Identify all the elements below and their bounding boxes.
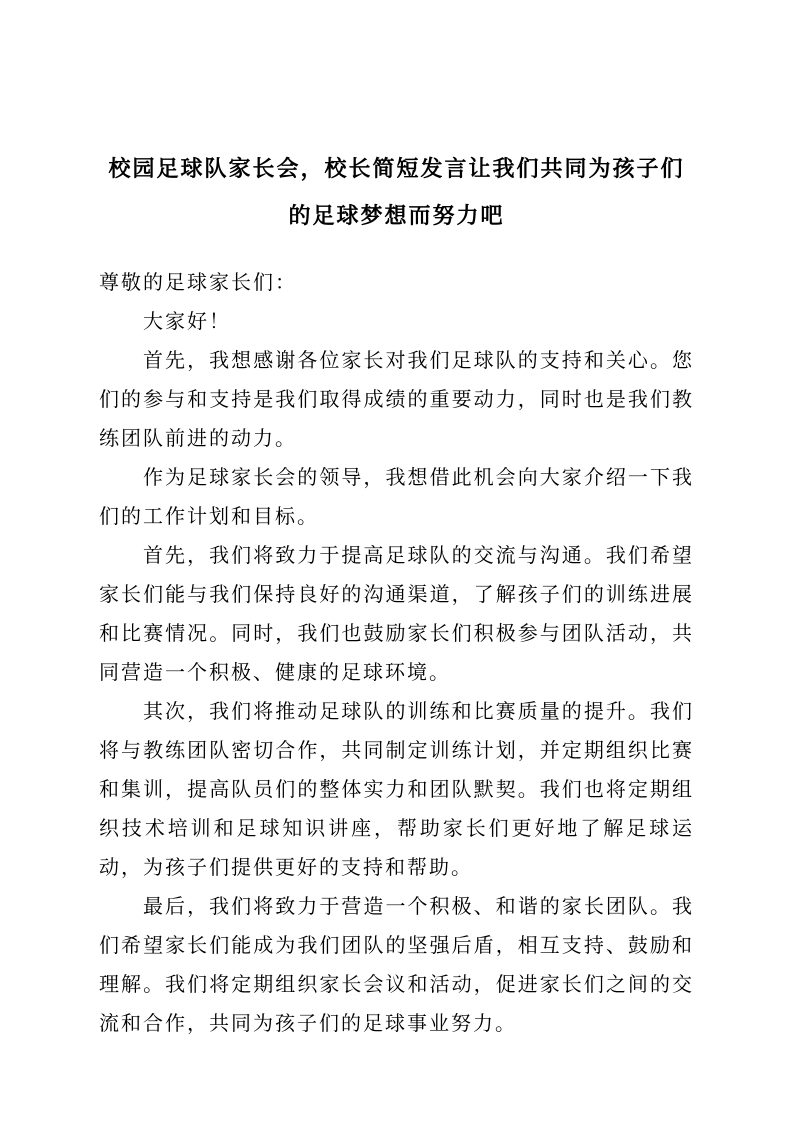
paragraph-point-team: 最后，我们将致力于营造一个积极、和谐的家长团队。我们希望家长们能成为我们团队的坚强后盾，相互支持、鼓励和理解。我们将定期组织家长会议和活动，促进家长们之间的交流和合作，共同为孩子们的足球事业努力。 [99, 896, 694, 1035]
paragraph-point-communication: 首先，我们将致力于提高足球队的交流与沟通。我们希望家长们能与我们保持良好的沟通渠道，了解孩子们的训练进展和比赛情况。同时，我们也鼓励家长们积极参与团队活动，共同营造一个积极、健康的足球环境。 [99, 545, 694, 684]
paragraph-point-training: 其次，我们将推动足球队的训练和比赛质量的提升。我们将与教练团队密切合作，共同制定训练计划，并定期组织比赛和集训，提高队员们的整体实力和团队默契。我们也将定期组织技术培训和足球知识讲座，帮助家长们更好地了解足球运动，为孩子们提供更好的支持和帮助。 [99, 701, 694, 879]
paragraph-salutation: 尊敬的足球家长们： [99, 272, 297, 294]
document-title: 校园足球队家长会，校长简短发言让我们共同为孩子们的足球梦想而努力吧 [108, 156, 685, 228]
paragraph-greeting: 大家好！ [143, 311, 231, 333]
document-body [99, 264, 694, 1044]
paragraph-intro-plan: 作为足球家长会的领导，我想借此机会向大家介绍一下我们的工作计划和目标。 [99, 467, 694, 528]
paragraph-thanks: 首先，我想感谢各位家长对我们足球队的支持和关心。您们的参与和支持是我们取得成绩的重要动力，同时也是我们教练团队前进的动力。 [99, 350, 694, 450]
